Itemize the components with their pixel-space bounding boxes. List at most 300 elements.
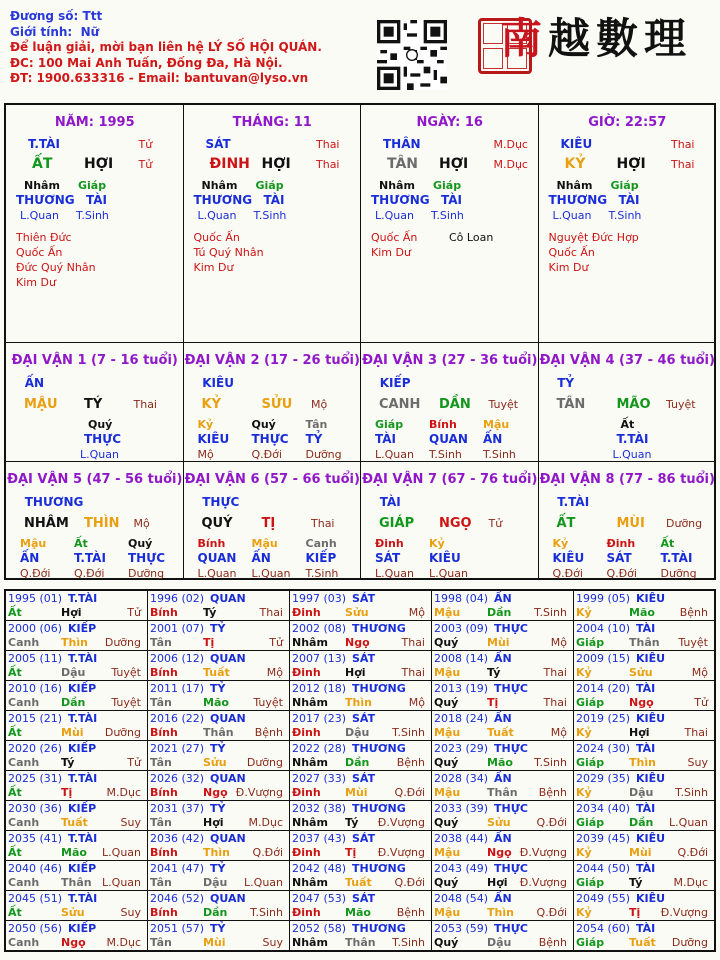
- header-info: [10, 9, 322, 87]
- year-can: Tân: [150, 936, 172, 949]
- year-phase: Đ.Vượng: [235, 786, 283, 799]
- year-cell: [290, 771, 432, 801]
- year-label: 2022 (28): [292, 742, 347, 755]
- year-chi: Thìn: [61, 636, 88, 649]
- year-phase: Thai: [401, 666, 425, 679]
- hidden-stem: Đinh: [375, 537, 404, 550]
- daivan-title: ĐẠI VẬN 1 (7 - 16 tuổi): [11, 353, 178, 368]
- year-cell: [6, 681, 148, 711]
- year-cell: [148, 651, 290, 681]
- year-star: THƯƠNG: [352, 862, 406, 875]
- year-star: ẤN: [494, 832, 512, 845]
- year-phase: Q.Đới: [394, 876, 425, 889]
- gender-value: Nữ: [80, 24, 100, 39]
- daivan-relation: Mộ: [133, 517, 150, 530]
- daivan-cell: [184, 343, 362, 462]
- year-chi: Thân: [203, 726, 234, 739]
- year-star: QUAN: [210, 892, 246, 905]
- daivan-cell: [6, 343, 184, 462]
- hidden-stem: Giáp: [375, 418, 404, 431]
- year-star: QUAN: [210, 832, 246, 845]
- year-phase: Đ.Vượng: [377, 846, 425, 859]
- year-chi: Tuất: [487, 726, 514, 739]
- pillar-title: NĂM: 1995: [54, 115, 135, 130]
- year-cell: [432, 651, 574, 681]
- year-can: Mậu: [434, 846, 461, 859]
- year-cell: [148, 711, 290, 741]
- year-chi: Thìn: [487, 906, 514, 919]
- shensha-item: Cô Loan: [449, 231, 494, 244]
- shensha-item: Thiên Đức: [16, 231, 72, 244]
- year-chi: Sửu: [629, 666, 653, 679]
- year-cell: [574, 801, 714, 831]
- year-phase: Q.Đới: [252, 846, 283, 859]
- pillar-cell: [361, 105, 539, 343]
- hidden-star: TỶ: [305, 432, 323, 446]
- year-can: Nhâm: [292, 756, 328, 769]
- year-phase: Tuyệt: [111, 666, 141, 679]
- hidden-phase: Dưỡng: [305, 448, 342, 461]
- year-can: Mậu: [434, 606, 461, 619]
- year-cell: [574, 831, 714, 861]
- year-label: 2049 (55): [576, 892, 631, 905]
- hidden-phase: L.Quan: [429, 567, 468, 580]
- year-can: Kỷ: [576, 786, 592, 799]
- year-cell: [6, 741, 148, 771]
- year-chi: Dậu: [203, 876, 228, 889]
- year-cell: [6, 591, 148, 621]
- year-can: Canh: [8, 876, 40, 889]
- shensha-item: Nguyệt Đức Hợp: [548, 231, 639, 244]
- hidden-phase-1: L.Quan: [375, 209, 414, 222]
- year-can: Tân: [150, 816, 172, 829]
- year-phase: Suy: [120, 906, 141, 919]
- year-can: Quý: [434, 756, 459, 769]
- year-cell: [148, 741, 290, 771]
- year-cell: [432, 711, 574, 741]
- year-star: TÀI: [636, 742, 656, 755]
- daivan-cell: [361, 343, 539, 462]
- year-phase: Mộ: [550, 636, 567, 649]
- year-chi: Mão: [487, 756, 513, 769]
- daivan-can: TÂN: [556, 397, 586, 412]
- year-phase: Bệnh: [538, 936, 567, 949]
- year-chi: Thân: [345, 936, 376, 949]
- year-label: 2033 (39): [434, 802, 489, 815]
- year-label: 2011 (17): [150, 682, 205, 695]
- year-star: KIÊU: [636, 712, 666, 725]
- hidden-stem: Quý: [88, 418, 113, 431]
- year-label: 2024 (30): [576, 742, 631, 755]
- daivan-title: ĐẠI VẬN 4 (37 - 46 tuổi): [539, 353, 715, 368]
- year-chi: Dần: [629, 816, 654, 829]
- year-can: Giáp: [576, 816, 605, 829]
- daivan-chi: THÌN: [84, 516, 120, 531]
- year-star: KIÊU: [636, 652, 666, 665]
- year-cell: [290, 801, 432, 831]
- year-can: Giáp: [576, 756, 605, 769]
- year-label: 1997 (03): [292, 592, 347, 605]
- hidden-star-2: TÀI: [86, 193, 108, 207]
- year-star: TỶ: [210, 622, 226, 635]
- year-phase: L.Quan: [244, 876, 283, 889]
- year-phase: T.Sinh: [392, 936, 425, 949]
- daivan-star: KIÊU: [202, 376, 234, 390]
- year-chi: Tị: [345, 846, 357, 859]
- daivan-relation: Tuyệt: [666, 398, 696, 411]
- hidden-star-1: THƯƠNG: [16, 193, 75, 207]
- year-phase: M.Dục: [106, 786, 141, 799]
- pillar-can: KỶ: [564, 156, 586, 172]
- pillar-chi: HỢI: [616, 156, 646, 172]
- hidden-phase: L.Quan: [80, 448, 119, 461]
- year-star: SÁT: [352, 592, 376, 605]
- year-chi: Tị: [61, 786, 73, 799]
- year-cell: [432, 591, 574, 621]
- year-label: 2016 (22): [150, 712, 205, 725]
- hidden-stem: Mậu: [483, 418, 510, 431]
- hidden-star: T.TÀI: [74, 551, 106, 565]
- hidden-stem-1: Nhâm: [556, 179, 593, 192]
- hidden-stem: Mậu: [20, 537, 47, 550]
- year-label: 2027 (33): [292, 772, 347, 785]
- year-can: Tân: [150, 756, 172, 769]
- year-label: 2010 (16): [8, 682, 63, 695]
- year-cell: [574, 711, 714, 741]
- hidden-stem: Ất: [620, 418, 635, 431]
- year-can: Giáp: [576, 936, 605, 949]
- year-cell: [432, 861, 574, 891]
- daivan-chi: MÃO: [616, 397, 651, 412]
- year-label: 2015 (21): [8, 712, 63, 725]
- hidden-phase: L.Quan: [612, 448, 652, 461]
- year-label: 2048 (54): [434, 892, 489, 905]
- year-cell: [432, 801, 574, 831]
- year-star: ẤN: [494, 772, 512, 785]
- year-phase: Đ.Vượng: [660, 906, 708, 919]
- daivan-chi: TÝ: [84, 397, 103, 412]
- hidden-stem: Ất: [660, 537, 675, 550]
- year-can: Tân: [150, 636, 172, 649]
- year-star: T.TÀI: [68, 652, 98, 665]
- year-can: Canh: [8, 636, 40, 649]
- year-can: Đinh: [292, 726, 321, 739]
- year-cell: [432, 831, 574, 861]
- year-can: Mậu: [434, 786, 461, 799]
- hidden-stem: Kỷ: [197, 418, 214, 431]
- year-star: THỰC: [494, 682, 528, 695]
- gender-label: Giới tính:: [10, 24, 73, 39]
- year-can: Đinh: [292, 606, 321, 619]
- contact-line: Để luận giải, mời bạn liên hệ LÝ SỐ HỘI QUÁN.: [10, 40, 322, 54]
- hidden-star: SÁT: [375, 551, 401, 565]
- brand-char: 越: [548, 14, 597, 63]
- year-label: 2000 (06): [8, 622, 63, 635]
- daivan-relation: Thai: [311, 517, 335, 530]
- shensha-item: Quốc Ấn: [193, 231, 240, 244]
- year-star: SÁT: [352, 832, 376, 845]
- hidden-phase-1: L.Quan: [197, 209, 237, 222]
- year-phase: Mộ: [550, 726, 567, 739]
- year-label: 2054 (60): [576, 922, 631, 935]
- pillar-chi: HỢI: [84, 156, 114, 172]
- hidden-star: QUAN: [429, 432, 468, 446]
- year-cell: [574, 741, 714, 771]
- year-star: KIÊU: [636, 592, 666, 605]
- year-phase: Dưỡng: [104, 726, 141, 739]
- year-star: TÀI: [636, 862, 656, 875]
- year-cell: [6, 921, 148, 951]
- year-chi: Mùi: [629, 846, 652, 859]
- hidden-stem: Kỷ: [552, 537, 569, 550]
- year-phase: Tuyệt: [678, 636, 708, 649]
- year-phase: Q.Đới: [677, 846, 708, 859]
- year-cell: [6, 861, 148, 891]
- year-chi: Tuất: [61, 816, 88, 829]
- year-chi: Tý: [487, 666, 501, 679]
- year-phase: M.Dục: [673, 876, 708, 889]
- year-label: 2031 (37): [150, 802, 205, 815]
- hidden-phase: Dưỡng: [128, 567, 165, 580]
- year-chi: Tị: [629, 906, 641, 919]
- brand-logo: [500, 6, 692, 66]
- year-can: Ất: [8, 606, 22, 619]
- year-phase: T.Sinh: [534, 756, 567, 769]
- year-can: Nhâm: [292, 696, 328, 709]
- pillar-cell: [6, 105, 184, 343]
- hidden-stem-1: Nhâm: [379, 179, 415, 192]
- year-chi: Mão: [61, 846, 87, 859]
- hidden-star: THỰC: [251, 432, 289, 446]
- year-cell: [148, 891, 290, 921]
- year-can: Bính: [150, 606, 178, 619]
- year-label: 2035 (41): [8, 832, 63, 845]
- year-can: Tân: [150, 876, 172, 889]
- year-chi: Sửu: [61, 906, 85, 919]
- year-star: TỶ: [210, 922, 226, 935]
- shensha-item: Kim Dư: [548, 261, 589, 274]
- year-chi: Tuất: [629, 936, 656, 949]
- shensha-item: Quốc Ấn: [548, 246, 595, 259]
- year-chi: Dậu: [61, 666, 86, 679]
- daivan-star: THƯƠNG: [24, 495, 84, 509]
- year-phase: Dưỡng: [246, 756, 283, 769]
- hidden-star: T.TÀI: [616, 432, 649, 446]
- year-label: 2014 (20): [576, 682, 631, 695]
- daivan-star: ẤN: [24, 376, 45, 390]
- year-label: 2025 (31): [8, 772, 63, 785]
- shensha-item: Đức Quý Nhân: [16, 261, 96, 274]
- year-label: 2034 (40): [576, 802, 631, 815]
- year-cell: [574, 861, 714, 891]
- hidden-stem: Ất: [74, 537, 88, 550]
- pillar-title: GIỜ: 22:57: [588, 115, 667, 130]
- year-label: 2051 (57): [150, 922, 205, 935]
- year-cell: [290, 831, 432, 861]
- year-star: T.TÀI: [68, 892, 98, 905]
- year-label: 1996 (02): [150, 592, 205, 605]
- pillar-chi-relation: Thai: [316, 158, 340, 171]
- year-can: Mậu: [434, 906, 461, 919]
- year-cell: [148, 591, 290, 621]
- year-can: Ất: [8, 786, 22, 799]
- hidden-star-2: TÀI: [441, 193, 463, 207]
- year-label: 2005 (11): [8, 652, 63, 665]
- hidden-star: TÀI: [375, 432, 397, 446]
- year-chi: Ngọ: [487, 846, 512, 859]
- year-label: 1999 (05): [576, 592, 631, 605]
- hidden-stem: Canh: [305, 537, 337, 550]
- year-can: Kỷ: [576, 606, 592, 619]
- year-label: 2028 (34): [434, 772, 489, 785]
- year-cell: [574, 651, 714, 681]
- year-chi: Hợi: [629, 726, 650, 739]
- daivan-star: THỰC: [202, 495, 240, 509]
- year-chi: Thìn: [345, 696, 372, 709]
- yearly-grid: [4, 589, 716, 952]
- name-value: Ttt: [82, 9, 103, 23]
- year-star: KIẾP: [68, 622, 97, 635]
- year-star: THƯƠNG: [352, 922, 406, 935]
- hidden-stem-2: Giáp: [255, 179, 284, 192]
- pillar-star: THÂN: [383, 137, 421, 151]
- year-star: TÀI: [636, 622, 656, 635]
- shensha-item: Quốc Ấn: [16, 246, 63, 259]
- year-star: TỶ: [210, 862, 226, 875]
- daivan-chi: SỬU: [261, 397, 293, 412]
- year-phase: Dưỡng: [671, 936, 708, 949]
- daivan-title: ĐẠI VẬN 8 (77 - 86 tuổi): [539, 472, 715, 487]
- hidden-phase-2: T.Sinh: [608, 209, 642, 222]
- year-label: 2047 (53): [292, 892, 347, 905]
- year-star: THỰC: [494, 862, 528, 875]
- year-can: Quý: [434, 816, 459, 829]
- hidden-phase-1: L.Quan: [20, 209, 59, 222]
- year-star: SÁT: [352, 652, 376, 665]
- year-chi: Hợi: [487, 876, 508, 889]
- address-line: ĐC: 100 Mai Anh Tuấn, Đống Đa, Hà Nội.: [10, 55, 283, 70]
- year-phase: Suy: [120, 816, 141, 829]
- hidden-phase: L.Quan: [251, 567, 291, 580]
- year-star: SÁT: [352, 712, 376, 725]
- year-chi: Dần: [61, 696, 86, 709]
- year-label: 1995 (01): [8, 592, 63, 605]
- daivan-relation: Mộ: [311, 398, 328, 411]
- year-cell: [6, 801, 148, 831]
- year-star: THƯƠNG: [352, 622, 406, 635]
- hidden-stem-1: Nhâm: [24, 179, 60, 192]
- year-can: Mậu: [434, 726, 461, 739]
- year-phase: Tử: [269, 636, 283, 649]
- daivan-cell: [361, 462, 539, 580]
- daivan-can: GIÁP: [379, 516, 415, 531]
- year-label: 2045 (51): [8, 892, 63, 905]
- year-can: Canh: [8, 696, 40, 709]
- year-chi: Hợi: [345, 666, 366, 679]
- year-phase: Q.Đới: [536, 816, 567, 829]
- year-can: Đinh: [292, 666, 321, 679]
- year-label: 2026 (32): [150, 772, 205, 785]
- year-phase: Đ.Vượng: [377, 816, 425, 829]
- hidden-star: SÁT: [606, 551, 632, 565]
- year-cell: [148, 801, 290, 831]
- year-star: ẤN: [494, 892, 512, 905]
- year-chi: Mão: [203, 696, 229, 709]
- year-can: Nhâm: [292, 936, 328, 949]
- year-chi: Mão: [345, 906, 371, 919]
- year-cell: [432, 681, 574, 711]
- hidden-phase: L.Quan: [375, 448, 414, 461]
- brand-char: 南: [500, 14, 549, 63]
- year-chi: Mùi: [61, 726, 84, 739]
- daivan-relation: Thai: [133, 398, 157, 411]
- year-cell: [148, 861, 290, 891]
- year-label: 2050 (56): [8, 922, 63, 935]
- year-chi: Tý: [345, 816, 359, 829]
- hidden-stem-1: Nhâm: [201, 179, 238, 192]
- year-star: QUAN: [210, 592, 246, 605]
- hidden-star: KIẾP: [305, 551, 337, 565]
- daivan-chi: DẦN: [439, 397, 471, 412]
- year-label: 2003 (09): [434, 622, 489, 635]
- year-cell: [574, 771, 714, 801]
- year-cell: [290, 861, 432, 891]
- year-label: 2053 (59): [434, 922, 489, 935]
- year-star: TỶ: [210, 682, 226, 695]
- phone-email-line: ĐT: 1900.633316 - Email: bantuvan@lyso.vn: [10, 71, 309, 85]
- year-phase: Bệnh: [396, 756, 425, 769]
- year-cell: [6, 621, 148, 651]
- year-chi: Mùi: [345, 786, 368, 799]
- year-label: 2017 (23): [292, 712, 347, 725]
- pillar-relation: Tử: [138, 138, 153, 151]
- year-cell: [6, 771, 148, 801]
- year-label: 2043 (49): [434, 862, 489, 875]
- hidden-stem: Quý: [128, 537, 153, 550]
- qr-code-icon: [377, 20, 447, 90]
- daivan-title: ĐẠI VẬN 2 (17 - 26 tuổi): [184, 353, 360, 368]
- year-cell: [574, 591, 714, 621]
- daivan-can: MẬU: [24, 397, 58, 412]
- year-chi: Ngọ: [629, 696, 654, 709]
- year-star: TÀI: [636, 682, 656, 695]
- daivan-cell: [6, 462, 184, 580]
- daivan-title: ĐẠI VẬN 3 (27 - 36 tuổi): [362, 353, 538, 368]
- year-star: ẤN: [494, 712, 512, 725]
- year-star: TỶ: [210, 802, 226, 815]
- daivan-relation: Tử: [488, 517, 503, 530]
- daivan-star: TỶ: [557, 376, 575, 390]
- year-phase: L.Quan: [102, 876, 141, 889]
- daivan-cell: [539, 462, 717, 580]
- year-phase: Thai: [543, 666, 567, 679]
- hidden-star: ẤN: [251, 551, 271, 565]
- year-phase: Đ.Vượng: [519, 846, 567, 859]
- year-can: Giáp: [576, 636, 605, 649]
- year-chi: Thân: [629, 636, 660, 649]
- year-label: 2037 (43): [292, 832, 347, 845]
- pillar-can: TÂN: [387, 156, 419, 172]
- year-label: 2039 (45): [576, 832, 631, 845]
- daivan-cell: [539, 343, 717, 462]
- year-phase: Tử: [127, 606, 141, 619]
- hidden-star: T.TÀI: [660, 551, 693, 565]
- daivan-title: ĐẠI VẬN 6 (57 - 66 tuổi): [184, 472, 360, 487]
- year-cell: [290, 621, 432, 651]
- hidden-star: THỰC: [84, 432, 122, 446]
- year-can: Đinh: [292, 906, 321, 919]
- daivan-cell: [184, 462, 362, 580]
